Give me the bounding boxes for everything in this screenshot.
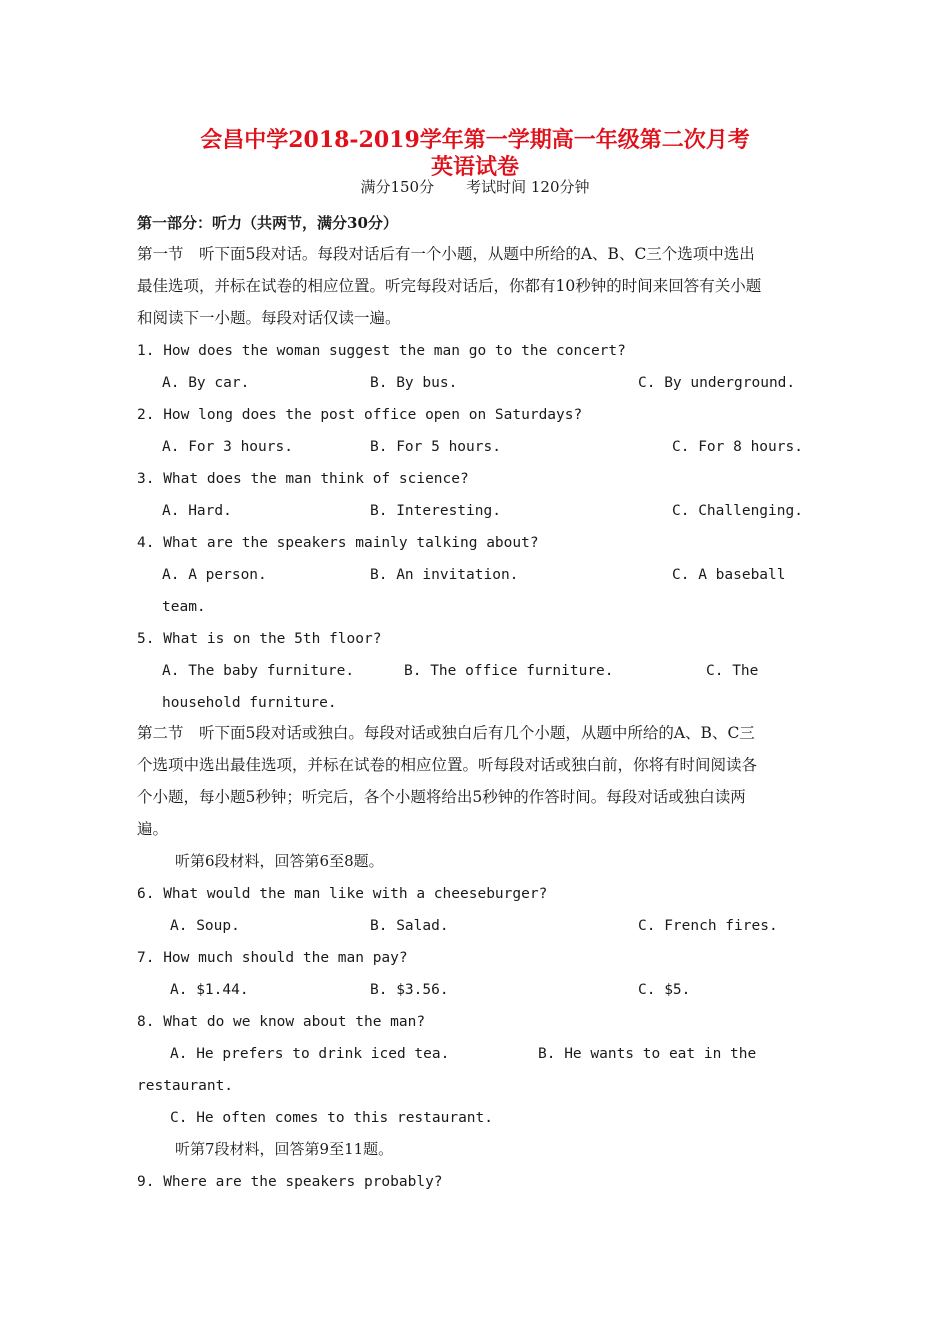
- section2-instructions: [137, 717, 817, 845]
- exam-title: 会昌中学2018-2019学年第一学期高一年级第二次月考: [200, 127, 750, 153]
- question-1: 1. How does the woman suggest the man go to the concert?: [137, 343, 626, 359]
- instruction-line: 和阅读下一小题。每段对话仅读一遍。: [137, 309, 401, 327]
- exam-info: [0, 176, 950, 197]
- question-3: 3. What does the man think of science?: [137, 471, 469, 487]
- option-a: A. For 3 hours.: [162, 439, 293, 455]
- option-b: B. $3.56.: [370, 982, 449, 998]
- option-c: C. $5.: [638, 982, 691, 998]
- option-c: C. Challenging.: [672, 503, 803, 519]
- option-b: B. An invitation.: [370, 567, 519, 583]
- option-b-continued: restaurant.: [137, 1078, 234, 1094]
- option-a: A. Soup.: [170, 918, 240, 934]
- option-a: A. The baby furniture.: [162, 663, 355, 679]
- option-c: C. He often comes to this restaurant.: [170, 1110, 494, 1126]
- instruction-line: 最佳选项，并标在试卷的相应位置。听完每段对话后，你都有10秒钟的时间来回答有关小题: [137, 277, 762, 295]
- exam-subtitle: 英语试卷: [430, 154, 519, 180]
- option-c: C. By underground.: [638, 375, 796, 391]
- option-a: A. A person.: [162, 567, 267, 583]
- option-c: C. The: [706, 663, 759, 679]
- option-b: B. Interesting.: [370, 503, 501, 519]
- option-c: C. A baseball: [672, 567, 786, 583]
- material-7-note: 听第7段材料，回答第9至11题。: [175, 1140, 394, 1158]
- instruction-line: 第二节 听下面5段对话或独白。每段对话或独白后有几个小题，从题中所给的A、B、C三: [137, 724, 755, 742]
- instruction-line: 遍。: [137, 820, 169, 838]
- question-2: 2. How long does the post office open on Saturdays?: [137, 407, 583, 423]
- question-7: 7. How much should the man pay?: [137, 950, 408, 966]
- option-b: B. For 5 hours.: [370, 439, 501, 455]
- question-8: 8. What do we know about the man?: [137, 1014, 426, 1030]
- option-c-continued: household furniture.: [162, 695, 337, 711]
- section1-instructions: [137, 238, 817, 334]
- instruction-line: 个选项中选出最佳选项，并标在试卷的相应位置。听每段对话或独白前，你将有时间阅读各: [137, 756, 758, 774]
- option-c: C. French fires.: [638, 918, 778, 934]
- question-4: 4. What are the speakers mainly talking about?: [137, 535, 539, 551]
- question-6: 6. What would the man like with a cheeseburger?: [137, 886, 548, 902]
- option-c-continued: team.: [162, 599, 206, 615]
- option-b: B. By bus.: [370, 375, 458, 391]
- option-c: C. For 8 hours.: [672, 439, 803, 455]
- full-score: 满分150分: [360, 178, 435, 196]
- option-b: B. He wants to eat in the: [538, 1046, 757, 1062]
- exam-time: 考试时间 120分钟: [466, 178, 590, 196]
- option-b: B. The office furniture.: [404, 663, 614, 679]
- question-5: 5. What is on the 5th floor?: [137, 631, 382, 647]
- question-9: 9. Where are the speakers probably?: [137, 1174, 443, 1190]
- option-a: A. By car.: [162, 375, 250, 391]
- part1-heading: 第一部分：听力（共两节，满分30分）: [137, 214, 398, 232]
- option-a: A. Hard.: [162, 503, 232, 519]
- instruction-line: 第一节 听下面5段对话。每段对话后有一个小题，从题中所给的A、B、C三个选项中选出: [137, 245, 755, 263]
- option-b: B. Salad.: [370, 918, 449, 934]
- material-6-note: 听第6段材料，回答第6至8题。: [175, 852, 384, 870]
- instruction-line: 个小题，每小题5秒钟；听完后，各个小题将给出5秒钟的作答时间。每段对话或独白读两: [137, 788, 746, 806]
- option-a: A. $1.44.: [170, 982, 249, 998]
- option-a: A. He prefers to drink iced tea.: [170, 1046, 450, 1062]
